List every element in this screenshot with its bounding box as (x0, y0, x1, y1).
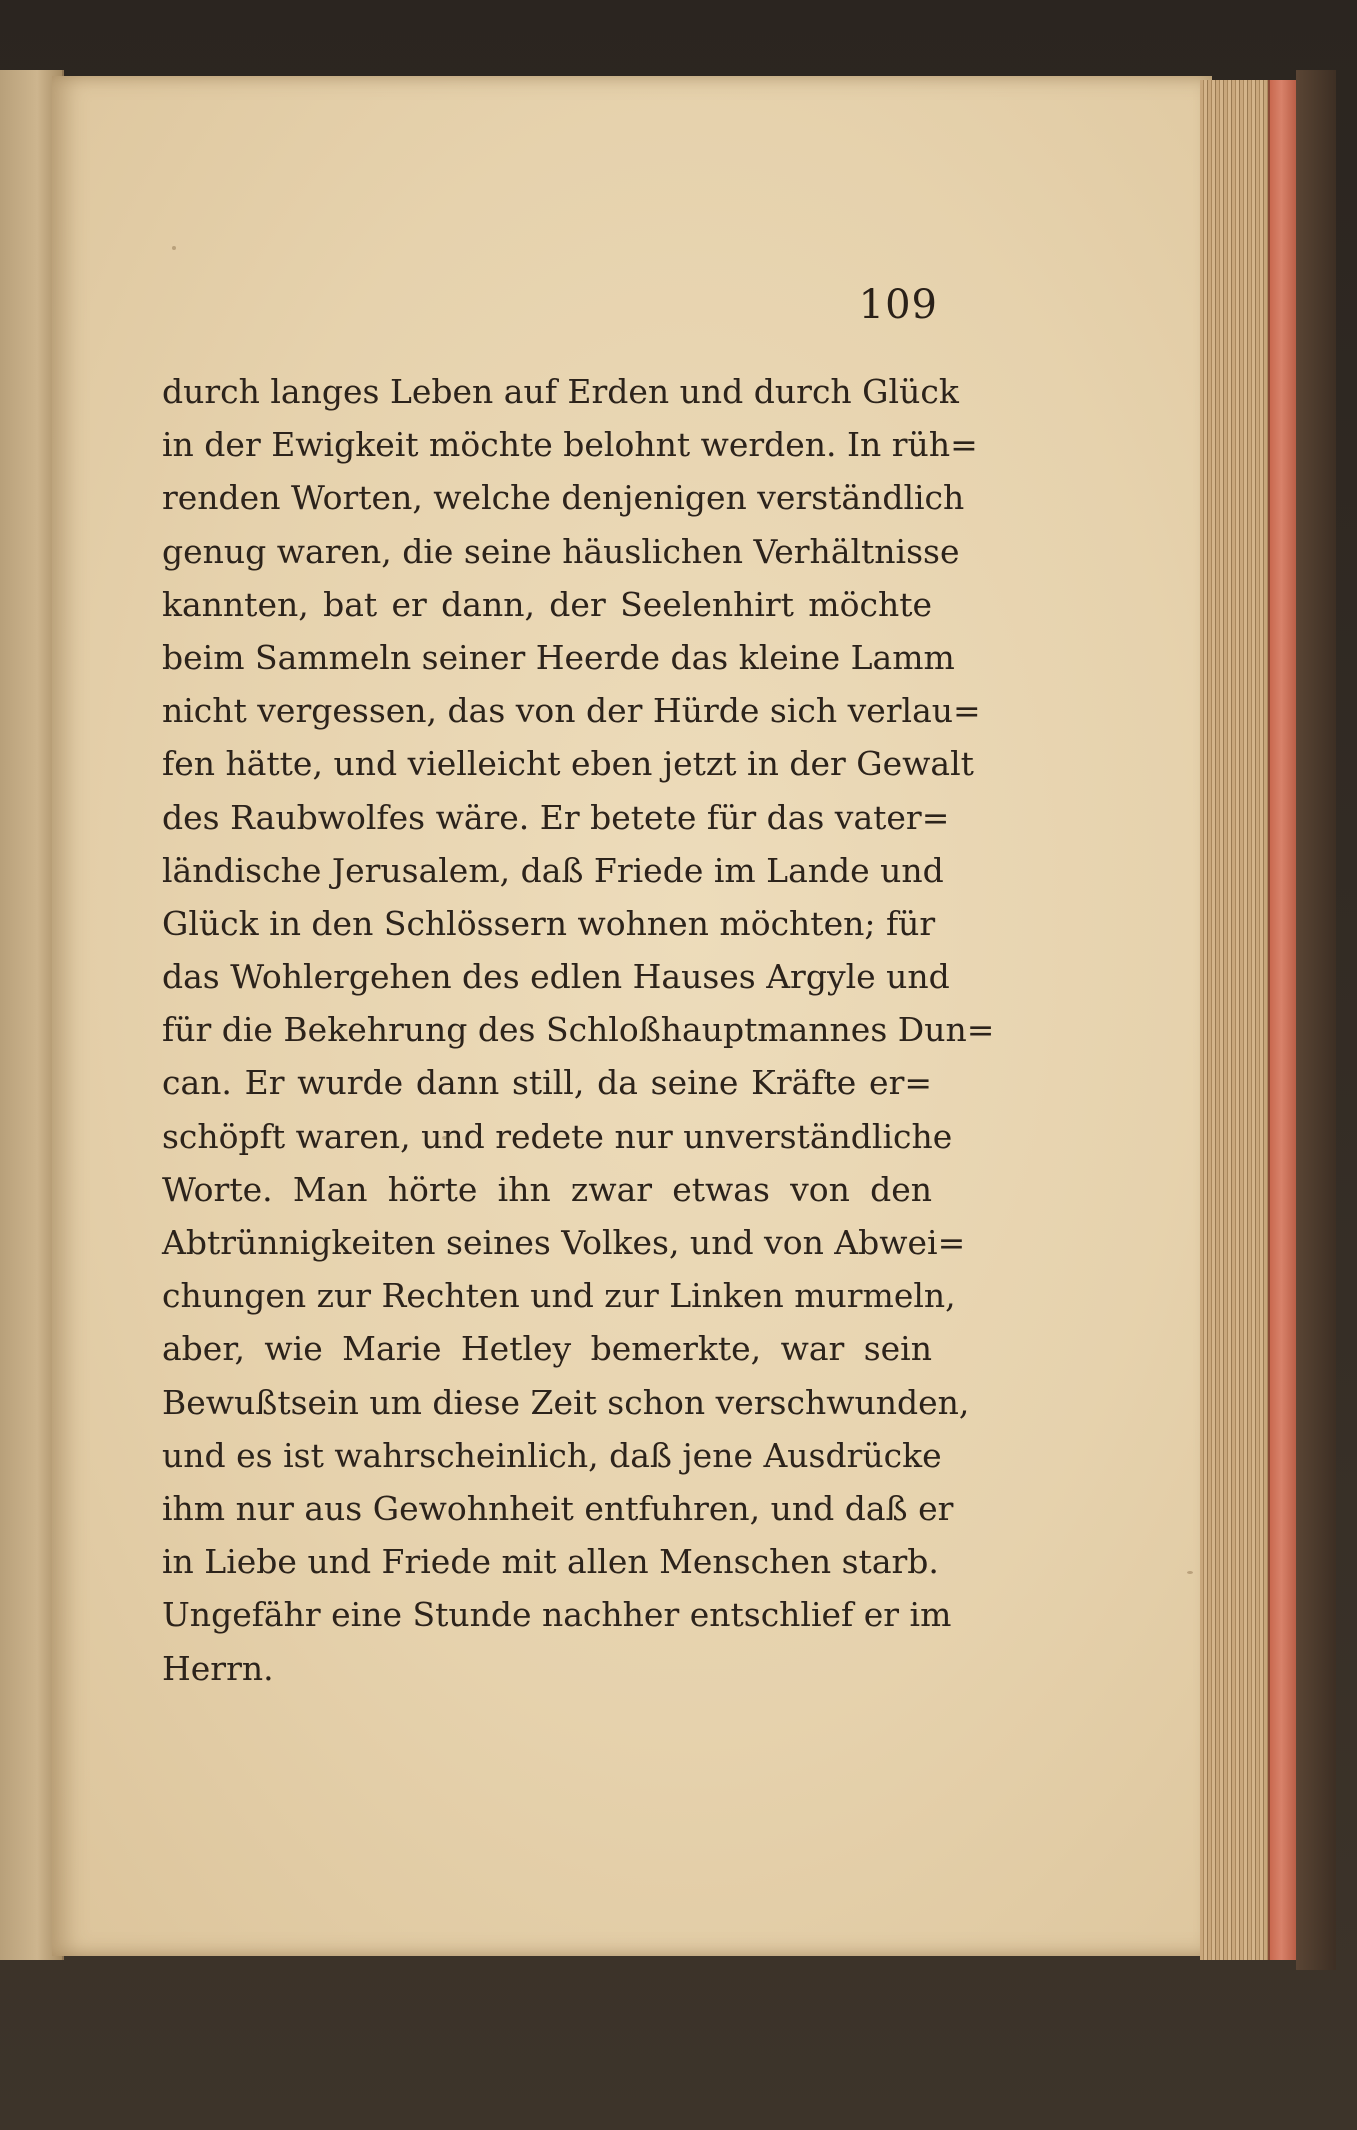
text-line: fen hätte, und vielleicht eben jetzt in der Gewalt (162, 744, 974, 784)
paper-speck (1187, 1571, 1193, 1574)
text-line: in Liebe und Friede mit allen Menschen starb. (162, 1542, 939, 1582)
text-line: ländische Jerusalem, daß Friede im Lande und (162, 850, 944, 890)
text-line: für die Bekehrung des Schloßhauptmannes Dun= (162, 1010, 995, 1050)
text-line: und es ist wahrscheinlich, daß jene Ausdrücke (162, 1435, 942, 1475)
text-line: das Wohlergehen des edlen Hauses Argyle und (162, 957, 950, 997)
text-line: Abtrünnigkeiten seines Volkes, und von Abwei= (162, 1223, 966, 1262)
paper-speck (172, 246, 176, 250)
text-line: schöpft waren, und redete nur unverständliche (162, 1116, 953, 1156)
text-line: in der Ewigkeit möchte belohnt werden. In rüh= (162, 425, 978, 465)
text-line: renden Worten, welche denjenigen verständlich (162, 478, 965, 518)
text-line: Bewußtsein um diese Zeit schon verschwunden, (162, 1382, 970, 1422)
text-line: genug waren, die seine häuslichen Verhältnisse (162, 531, 960, 571)
book-cover-edge (1296, 70, 1336, 1970)
text-line: nicht vergessen, das von der Hürde sich verlau= (162, 691, 981, 731)
text-line: des Raubwolfes wäre. Er betete für das vater= (162, 797, 950, 837)
text-line: beim Sammeln seiner Heerde das kleine Lamm (162, 637, 955, 677)
text-line: can. Er wurde dann still, da seine Kräfte er= (162, 1063, 932, 1103)
text-line: kannten, bat er dann, der Seelenhirt möchte (162, 584, 932, 624)
page-number: 109 (858, 282, 938, 328)
text-line: chungen zur Rechten und zur Linken murmeln, (162, 1276, 956, 1316)
text-line: ihm nur aus Gewohnheit entfuhren, und daß er (162, 1488, 954, 1528)
body-text (162, 365, 995, 1695)
text-line: Glück in den Schlössern wohnen möchten; für (162, 903, 936, 943)
text-line: Herrn. (162, 1648, 274, 1688)
text-line: durch langes Leben auf Erden und durch Glück (162, 372, 959, 411)
text-line: Worte. Man hörte ihn zwar etwas von den (162, 1169, 932, 1209)
text-line: aber, wie Marie Hetley bemerkte, war sein (162, 1329, 932, 1369)
red-page-edge (1268, 80, 1298, 1960)
text-line: Ungefähr eine Stunde nachher entschlief er im (162, 1595, 952, 1635)
